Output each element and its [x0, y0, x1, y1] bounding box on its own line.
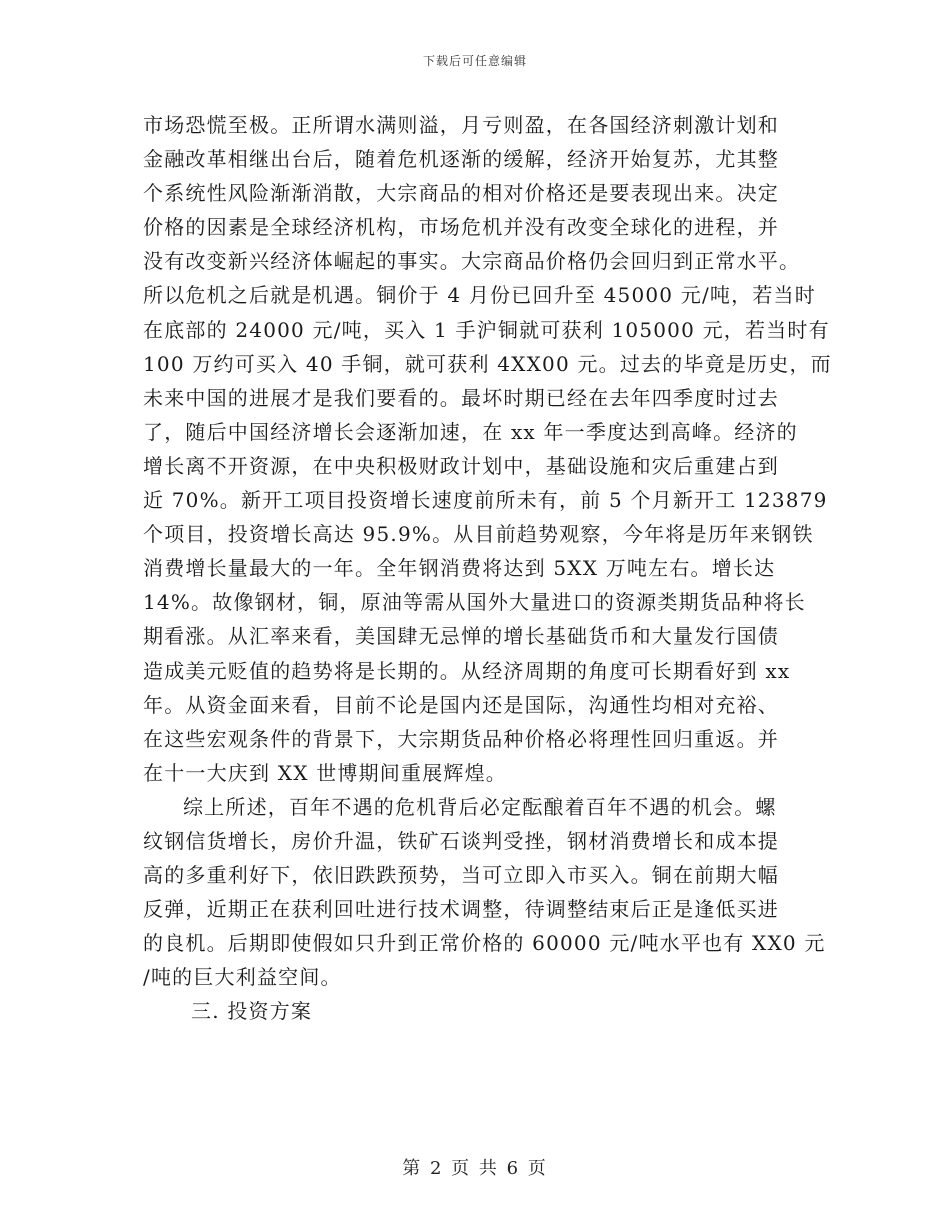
- text-line: 个系统性风险渐渐消散，大宗商品的相对价格还是要表现出来。决定: [143, 181, 779, 206]
- text-line: 14%。故像钢材，铜，原油等需从国外大量进口的资源类期货品种将长: [143, 590, 806, 615]
- text-line: /吨的巨大利益空间。: [143, 965, 342, 990]
- text-line: 近 70%。新开工项目投资增长速度前所未有，前 5 个月新开工 123879: [143, 488, 828, 513]
- text-line: 高的多重利好下，依旧跌跌预势，当可立即入市买入。铜在前期大幅: [143, 863, 779, 888]
- text-line: 年。从资金面来看，目前不论是国内还是国际，沟通性均相对充裕、: [143, 692, 779, 717]
- text-line: 在这些宏观条件的背景下，大宗期货品种价格必将理性回归重返。并: [143, 726, 779, 751]
- text-line: 反弹，近期正在获利回吐进行技术调整，待调整结束后正是逢低买进: [143, 897, 779, 922]
- document-body: [143, 108, 832, 1029]
- text-line: 价格的因素是全球经济机构，市场危机并没有改变全球化的进程，并: [143, 215, 779, 240]
- text-line: 未来中国的进展才是我们要看的。最坏时期已经在去年四季度时过去: [143, 385, 779, 410]
- text-line: 所以危机之后就是机遇。铜价于 4 月份已回升至 45000 元/吨，若当时: [143, 283, 816, 308]
- text-line: 金融改革相继出台后，随着危机逐渐的缓解，经济开始复苏，尤其整: [143, 147, 779, 172]
- text-line: 消费增长量最大的一年。全年钢消费将达到 5XX 万吨左右。增长达: [143, 556, 776, 581]
- text-line: 的良机。后期即使假如只升到正常价格的 60000 元/吨水平也有 XX0 元: [143, 931, 826, 956]
- text-line: 期看涨。从汇率来看，美国肆无忌惮的增长基础货币和大量发行国债: [143, 624, 779, 649]
- text-line: 增长离不开资源，在中央积极财政计划中，基础设施和灾后重建占到: [143, 453, 779, 478]
- text-line: 综上所述，百年不遇的危机背后必定酝酿着百年不遇的机会。螺: [183, 794, 777, 819]
- page-header-note: 下载后可任意编辑: [422, 54, 527, 68]
- text-line: 市场恐慌至极。正所谓水满则溢，月亏则盈，在各国经济刺激计划和: [143, 113, 779, 137]
- text-line: 100 万约可买入 40 手铜，就可获利 4XX00 元。过去的毕竟是历史，而: [143, 351, 832, 376]
- text-line: 了，随后中国经济增长会逐渐加速，在 xx 年一季度达到高峰。经济的: [143, 419, 798, 444]
- text-line: 在十一大庆到 XX 世博期间重展辉煌。: [143, 760, 507, 785]
- text-line: 纹钢信货增长，房价升温，铁矿石谈判受挫，钢材消费增长和成本提: [143, 828, 779, 853]
- text-line: 在底部的 24000 元/吨，买入 1 手沪铜就可获利 105000 元，若当时有: [143, 317, 830, 342]
- text-line: 个项目，投资增长高达 95.9%。从目前趋势观察，今年将是历年来钢铁: [143, 522, 814, 547]
- text-line: 没有改变新兴经济体崛起的事实。大宗商品价格仍会回归到正常水平。: [143, 249, 801, 274]
- text-line: 造成美元贬值的趋势将是长期的。从经济周期的角度可长期看好到 xx: [143, 658, 791, 683]
- section-heading: 三. 投资方案: [191, 999, 313, 1024]
- page-number: 第 2 页 共 6 页: [402, 1158, 548, 1179]
